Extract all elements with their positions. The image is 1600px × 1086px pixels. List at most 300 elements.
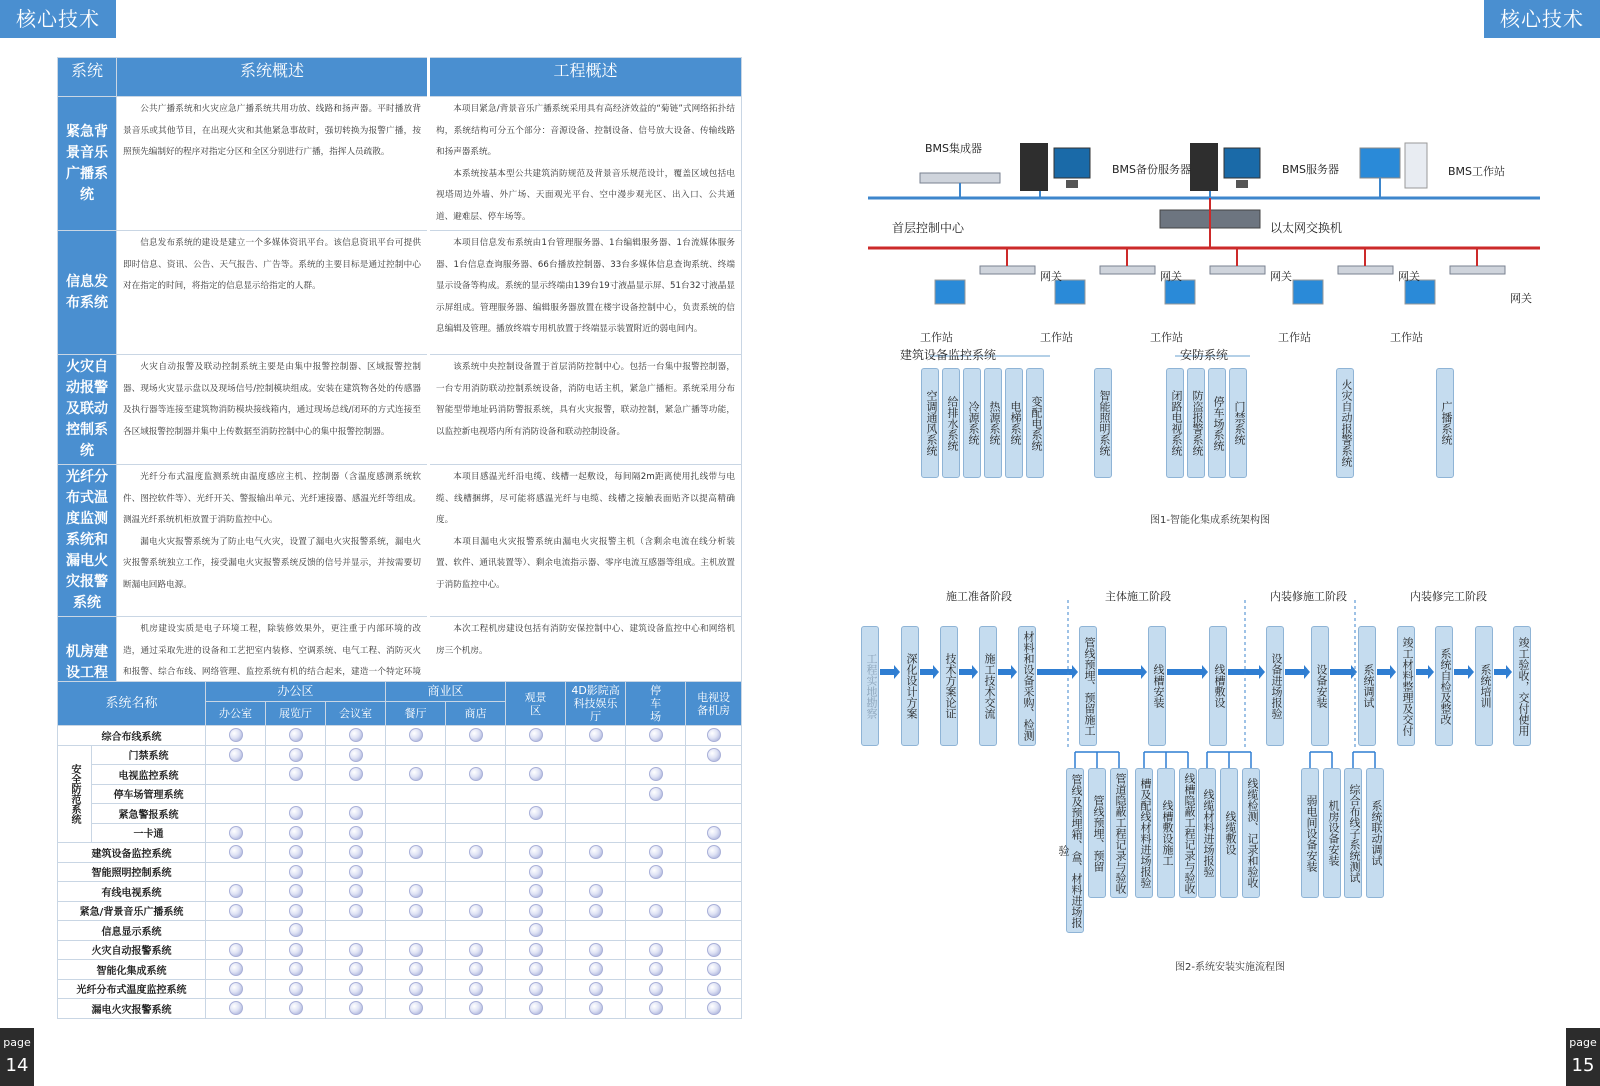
matrix-cell — [326, 745, 386, 765]
project-overview-cell — [429, 465, 742, 617]
coverage-dot-icon — [349, 865, 363, 879]
coverage-dot-icon — [289, 982, 303, 996]
matrix-cell — [626, 745, 686, 765]
coverage-dot-icon — [229, 943, 243, 957]
overview-paragraph: 光纤分布式温度监测系统由温度感应主机、控制器（含温度感测系统软件、图控软件等）、光纤开关、警报输出单元、光纤速接器、感温光纤等组成。测温光纤系统机柜放置于消防监控中心。 — [123, 472, 421, 525]
flow-step-box: 系统调试 — [1358, 626, 1376, 746]
gateway-label: 网关 — [1398, 270, 1420, 283]
matrix-cell — [686, 901, 742, 921]
coverage-dot-icon — [349, 904, 363, 918]
overview-paragraph: 火灾自动报警及联动控制系统主要是由集中报警控制器、区域报警控制器、现场火灾显示盘以及现场信号/控制模块组成。安装在建筑物各处的传感器及执行器等连接至建筑物消防模块接线箱内，通过现场总线/闭环的方式连接至各区域报警控制器并集中上传数据至消防控制中心的集中报警控制器。 — [123, 362, 421, 437]
flow-substep-box: 管线及预埋箱、盒、材料进场报验 — [1066, 768, 1084, 933]
flow-arrow-icon — [1494, 665, 1512, 679]
matrix-system-name: 有线电视系统 — [58, 882, 206, 902]
coverage-dot-icon — [289, 962, 303, 976]
matrix-cell — [566, 999, 626, 1019]
overview-paragraph: 本项目感温光纤沿电缆、线槽一起敷设，每间隔2m距离使用扎线带与电缆、线槽捆绑，尽可能将感温光纤与电缆、线槽之接触表面贴齐以提高精确度。 — [436, 472, 735, 525]
matrix-system-name: 门禁系统 — [92, 745, 206, 765]
matrix-row — [58, 921, 742, 941]
matrix-cell — [626, 979, 686, 999]
coverage-dot-icon — [529, 767, 543, 781]
coverage-dot-icon — [529, 923, 543, 937]
coverage-dot-icon — [469, 982, 483, 996]
coverage-dot-icon — [349, 1001, 363, 1015]
overview-row — [58, 465, 742, 617]
workstation-icon — [1293, 280, 1323, 304]
matrix-row — [58, 862, 742, 882]
matrix-cell — [326, 843, 386, 863]
coverage-dot-icon — [289, 923, 303, 937]
coverage-dot-icon — [289, 884, 303, 898]
matrix-col-exhibition: 展览厅 — [266, 702, 326, 726]
matrix-cell — [686, 765, 742, 785]
coverage-dot-icon — [229, 1001, 243, 1015]
coverage-dot-icon — [589, 962, 603, 976]
flow-substep-box: 槽及配线材料进场报验 — [1135, 768, 1153, 898]
matrix-cell — [626, 960, 686, 980]
matrix-cell — [626, 726, 686, 746]
matrix-system-name: 一卡通 — [92, 823, 206, 843]
ethernet-switch-icon — [1160, 198, 1260, 248]
coverage-dot-icon — [589, 943, 603, 957]
coverage-dot-icon — [229, 884, 243, 898]
flow-substep-box: 综合布线子系统测试 — [1344, 768, 1362, 898]
matrix-cell — [266, 862, 326, 882]
flow-phase-label: 内装修施工阶段 — [1270, 590, 1347, 603]
matrix-cell — [446, 921, 506, 941]
matrix-cell — [206, 823, 266, 843]
matrix-cell — [566, 726, 626, 746]
matrix-system-name: 智能化集成系统 — [58, 960, 206, 980]
flow-arrow-icon — [1416, 665, 1434, 679]
matrix-cell — [446, 979, 506, 999]
coverage-dot-icon — [707, 826, 721, 840]
subsystem-box: 火灾自动报警系统 — [1336, 368, 1354, 478]
coverage-dot-icon — [589, 845, 603, 859]
coverage-dot-icon — [529, 806, 543, 820]
matrix-cell — [326, 979, 386, 999]
matrix-cell — [386, 960, 446, 980]
matrix-system-name: 紧急警报系统 — [92, 804, 206, 824]
coverage-dot-icon — [289, 943, 303, 957]
coverage-dot-icon — [469, 767, 483, 781]
matrix-system-name: 电视监控系统 — [92, 765, 206, 785]
matrix-cell — [386, 979, 446, 999]
matrix-cell — [446, 726, 506, 746]
matrix-cell — [206, 804, 266, 824]
subsystem-box: 热源系统 — [984, 368, 1002, 478]
system-name-cell: 机房建设工程 — [58, 617, 117, 709]
matrix-cell — [446, 940, 506, 960]
coverage-dot-icon — [289, 1001, 303, 1015]
matrix-cell — [326, 862, 386, 882]
coverage-dot-icon — [469, 845, 483, 859]
system-overview-cell — [117, 97, 429, 231]
matrix-row — [58, 726, 742, 746]
coverage-dot-icon — [707, 943, 721, 957]
matrix-cell — [506, 901, 566, 921]
matrix-cell — [446, 843, 506, 863]
matrix-cell — [506, 960, 566, 980]
matrix-cell — [266, 823, 326, 843]
matrix-cell — [506, 882, 566, 902]
matrix-cell — [326, 823, 386, 843]
matrix-cell — [686, 843, 742, 863]
matrix-system-name: 综合布线系统 — [58, 726, 206, 746]
page-label: page — [3, 1036, 31, 1049]
flow-substep-box: 弱电间设备安装 — [1301, 768, 1319, 898]
flow-step-box: 设备进场报验 — [1266, 626, 1284, 746]
overview-row — [58, 355, 742, 465]
gateway-icon — [935, 248, 1035, 304]
matrix-cell — [326, 765, 386, 785]
coverage-dot-icon — [349, 962, 363, 976]
overview-table — [57, 57, 742, 709]
bms-workstation-icon — [1360, 143, 1427, 198]
system-name-cell: 信息发布系统 — [58, 231, 117, 355]
header-system: 系统 — [58, 58, 117, 97]
matrix-cell — [386, 999, 446, 1019]
flow-step-box: 系统培训 — [1475, 626, 1493, 746]
flow-arrow-icon — [1167, 665, 1208, 679]
matrix-system-name: 光纤分布式温度监控系统 — [58, 979, 206, 999]
matrix-cell — [266, 804, 326, 824]
matrix-cell — [446, 882, 506, 902]
coverage-dot-icon — [589, 1001, 603, 1015]
system-name-cell: 火灾自动报警及联动控制系统 — [58, 355, 117, 465]
matrix-row — [58, 784, 742, 804]
gateway-icon — [1055, 248, 1155, 304]
matrix-cell — [506, 804, 566, 824]
coverage-dot-icon — [469, 943, 483, 957]
coverage-dot-icon — [589, 982, 603, 996]
matrix-cell — [506, 979, 566, 999]
matrix-col-tv-room: 电视设备机房 — [686, 682, 742, 726]
matrix-group-commercial: 商业区 — [386, 682, 506, 702]
matrix-cell — [446, 745, 506, 765]
matrix-cell — [386, 921, 446, 941]
bas-group-label: 建筑设备监控系统 — [900, 348, 997, 362]
flow-phase-label: 施工准备阶段 — [946, 590, 1012, 603]
overview-row — [58, 231, 742, 355]
coverage-dot-icon — [289, 904, 303, 918]
matrix-cell — [326, 999, 386, 1019]
gateway-label: 网关 — [1160, 270, 1182, 283]
coverage-matrix — [57, 681, 742, 1019]
gateway-label: 网关 — [1270, 270, 1292, 283]
coverage-dot-icon — [409, 728, 423, 742]
coverage-dot-icon — [409, 982, 423, 996]
matrix-cell — [446, 999, 506, 1019]
coverage-dot-icon — [529, 982, 543, 996]
coverage-dot-icon — [349, 728, 363, 742]
bms-backup-server-icon — [1020, 143, 1090, 198]
matrix-cell — [686, 784, 742, 804]
gateway-icon — [1293, 248, 1393, 304]
matrix-row — [58, 804, 742, 824]
matrix-cell — [266, 979, 326, 999]
header-project-overview: 工程概述 — [429, 58, 742, 97]
figure1-caption: 图1-智能化集成系统架构图 — [1150, 515, 1270, 526]
coverage-dot-icon — [469, 962, 483, 976]
bms-workstation-label: BMS工作站 — [1448, 165, 1506, 178]
matrix-cell — [626, 901, 686, 921]
matrix-row — [58, 765, 742, 785]
coverage-dot-icon — [349, 884, 363, 898]
matrix-cell — [206, 921, 266, 941]
flow-substep-box: 线槽敷设施工 — [1157, 768, 1175, 898]
matrix-cell — [266, 882, 326, 902]
matrix-cell — [626, 843, 686, 863]
coverage-dot-icon — [349, 826, 363, 840]
matrix-cell — [686, 823, 742, 843]
matrix-cell — [626, 765, 686, 785]
matrix-cell — [326, 804, 386, 824]
flow-step-box: 设备安装 — [1311, 626, 1329, 746]
matrix-cell — [266, 784, 326, 804]
matrix-col-restaurant: 餐厅 — [386, 702, 446, 726]
coverage-dot-icon — [649, 904, 663, 918]
matrix-cell — [206, 999, 266, 1019]
flow-phase-label: 内装修完工阶段 — [1410, 590, 1487, 603]
matrix-cell — [266, 999, 326, 1019]
coverage-dot-icon — [529, 728, 543, 742]
page-number-left — [0, 1028, 34, 1086]
subsystem-box: 空调通风系统 — [921, 368, 939, 478]
matrix-cell — [506, 726, 566, 746]
coverage-dot-icon — [409, 904, 423, 918]
subsystem-box: 闭路电视系统 — [1166, 368, 1184, 478]
matrix-cell — [266, 745, 326, 765]
coverage-dot-icon — [589, 904, 603, 918]
matrix-cell — [386, 726, 446, 746]
matrix-cell — [386, 765, 446, 785]
matrix-cell — [266, 921, 326, 941]
system-name-cell: 光纤分布式温度监测系统和漏电火灾报警系统 — [58, 465, 117, 617]
system-overview-cell — [117, 355, 429, 465]
matrix-cell — [446, 784, 506, 804]
page-number-right — [1566, 1028, 1600, 1086]
figure2-caption: 图2-系统安装实施流程图 — [1175, 962, 1285, 973]
coverage-dot-icon — [529, 845, 543, 859]
flow-step-box: 竣工验收，交付使用 — [1513, 626, 1531, 746]
coverage-dot-icon — [707, 982, 721, 996]
matrix-cell — [446, 960, 506, 980]
flow-arrow-icon — [1285, 665, 1310, 679]
matrix-cell — [686, 862, 742, 882]
overview-paragraph: 本项目信息发布系统由1台管理服务器、1台编辑服务器、1台流媒体服务器、1台信息查询服务器、66台播放控制器、33台多媒体信息查询系统、终端显示设备等构成。系统的显示终端由139台19寸液晶显示屏、51台32寸液晶显示屏组成。管理服务器、编辑服务器放置在楼宇设备控制中心，负责系统的信息编辑及管理。播放终端专用机放置于终端显示装置附近的弱电间内。 — [436, 238, 735, 334]
matrix-cell — [686, 940, 742, 960]
matrix-cell — [326, 940, 386, 960]
overview-paragraph: 该系统中央控制设备置于首层消防控制中心。包括一台集中报警控制器，一台专用消防联动控制系统设备，消防电话主机，紧急广播柜。系统采用分布智能型带地址码消防警报系统，具有火灾报警，联动控制，紧急广播等功能，以监控新电视塔内所有消防设备和联动控制设备。 — [436, 362, 735, 437]
overview-paragraph: 本项目紧急/背景音乐广播系统采用具有高经济效益的“菊链”式网络拓扑结构，系统结构可分五个部分：音源设备、控制设备、信号放大设备、传输线路和扬声器系统。 — [436, 104, 735, 157]
workstation-label: 工作站 — [1390, 331, 1423, 344]
flow-substep-box: 线槽隐蔽工程记录与验收 — [1179, 768, 1197, 898]
coverage-dot-icon — [349, 982, 363, 996]
flow-substep-box: 线缆敷设 — [1220, 768, 1238, 898]
coverage-dot-icon — [289, 767, 303, 781]
coverage-dot-icon — [707, 748, 721, 762]
matrix-cell — [626, 862, 686, 882]
matrix-cell — [266, 901, 326, 921]
matrix-cell — [566, 921, 626, 941]
flow-step-box: 材料和设备采购、检测 — [1018, 626, 1036, 746]
matrix-cell — [326, 882, 386, 902]
overview-paragraph: 漏电火灾报警系统为了防止电气火灾，设置了漏电火灾报警系统，漏电火灾报警系统独立工作，接受漏电火灾报警系统反馈的信号并显示，并按需要切断漏电回路电源。 — [123, 536, 421, 590]
coverage-dot-icon — [707, 962, 721, 976]
project-overview-cell — [429, 231, 742, 355]
matrix-cell — [446, 765, 506, 785]
matrix-cell — [266, 843, 326, 863]
flow-substep-box: 线缆材料进场报验 — [1198, 768, 1216, 898]
overview-paragraph: 本系统按基本型公共建筑消防规范及背景音乐规范设计，覆盖区域包括电视塔周边外墙、外广场、天面观光平台、空中漫步观光区、出入口、公共通道、避难层、停车场等。 — [436, 168, 735, 222]
flow-arrow-icon — [1037, 665, 1078, 679]
matrix-cell — [506, 999, 566, 1019]
workstation-label: 工作站 — [1150, 331, 1183, 344]
matrix-col-4d: 4D影院高科技娱乐厅 — [566, 682, 626, 726]
subsystem-box: 广播系统 — [1436, 368, 1454, 478]
subsystem-box: 智能照明系统 — [1094, 368, 1112, 478]
matrix-col-observation: 观景区 — [506, 682, 566, 726]
coverage-dot-icon — [649, 728, 663, 742]
overview-paragraph: 信息发布系统的建设是建立一个多媒体资讯平台。该信息资讯平台可提供即时信息、资讯、公告、天气报告、广告等。系统的主要目标是通过控制中心对在指定的时间，将指定的信息显示给指定的人群。 — [123, 238, 421, 291]
coverage-dot-icon — [649, 865, 663, 879]
matrix-col-parking: 停车场 — [626, 682, 686, 726]
matrix-cell — [566, 765, 626, 785]
matrix-cell — [206, 784, 266, 804]
matrix-cell — [326, 726, 386, 746]
matrix-group-office: 办公区 — [206, 682, 386, 702]
flow-arrow-icon — [1454, 665, 1474, 679]
matrix-cell — [326, 784, 386, 804]
matrix-cell — [566, 804, 626, 824]
matrix-cell — [566, 862, 626, 882]
matrix-row — [58, 999, 742, 1019]
matrix-system-name: 智能照明控制系统 — [58, 862, 206, 882]
matrix-cell — [566, 901, 626, 921]
matrix-cell — [506, 921, 566, 941]
coverage-dot-icon — [529, 962, 543, 976]
flow-step-box: 竣工材料整理及交付 — [1397, 626, 1415, 746]
subsystem-box: 冷源系统 — [963, 368, 981, 478]
coverage-dot-icon — [589, 728, 603, 742]
matrix-cell — [446, 901, 506, 921]
subsystem-box: 防盗报警系统 — [1187, 368, 1205, 478]
matrix-cell — [386, 784, 446, 804]
matrix-cell — [206, 843, 266, 863]
coverage-dot-icon — [649, 1001, 663, 1015]
coverage-dot-icon — [229, 826, 243, 840]
coverage-dot-icon — [409, 943, 423, 957]
coverage-dot-icon — [349, 806, 363, 820]
overview-paragraph: 本项目漏电火灾报警系统由漏电火灾报警主机（含剩余电流在线分析装置、软件、通讯装置等）、剩余电流指示器、零序电流互感器等组成。主机放置于消防监控中心。 — [436, 536, 735, 590]
flow-substep-box: 管线预埋、预留 — [1088, 768, 1106, 898]
matrix-cell — [686, 745, 742, 765]
switch-label: 以太网交换机 — [1270, 221, 1343, 235]
matrix-cell — [326, 901, 386, 921]
subsystem-box: 给排水系统 — [942, 368, 960, 478]
matrix-header-system: 系统名称 — [58, 682, 206, 726]
system-name-cell: 紧急背景音乐广播系统 — [58, 97, 117, 231]
matrix-cell — [386, 745, 446, 765]
subsystem-box: 变配电系统 — [1026, 368, 1044, 478]
matrix-system-name: 停车场管理系统 — [92, 784, 206, 804]
coverage-dot-icon — [289, 728, 303, 742]
matrix-row — [58, 882, 742, 902]
flow-arrow-icon — [998, 665, 1017, 679]
overview-paragraph: 公共广播系统和火灾应急广播系统共用功放、线路和扬声器。平时播放背景音乐或其他节目，在出现火灾和其他紧急事故时，强切转换为报警广播，按照预先编制好的程序对指定分区和全区分别进行广播，指挥人员疏散。 — [123, 104, 421, 157]
security-group-label: 安防系统 — [1180, 348, 1229, 362]
flow-arrow-icon — [880, 665, 900, 679]
flow-step-box: 技术方案论证 — [940, 626, 958, 746]
flow-step-box: 管线预埋、预留施工 — [1079, 626, 1097, 746]
flow-substep-box: 线缆检测、记录和验收 — [1242, 768, 1260, 898]
matrix-cell — [686, 960, 742, 980]
matrix-col-meeting: 会议室 — [326, 702, 386, 726]
coverage-dot-icon — [649, 787, 663, 801]
flow-substep-box: 系统联动调试 — [1366, 768, 1384, 898]
matrix-cell — [506, 940, 566, 960]
matrix-cell — [626, 940, 686, 960]
matrix-system-name: 漏电火灾报警系统 — [58, 999, 206, 1019]
matrix-row — [58, 745, 742, 765]
project-overview-cell — [429, 355, 742, 465]
matrix-row — [58, 979, 742, 999]
matrix-cell — [326, 921, 386, 941]
matrix-cell — [686, 979, 742, 999]
matrix-cell — [626, 823, 686, 843]
matrix-cell — [566, 784, 626, 804]
coverage-dot-icon — [649, 767, 663, 781]
matrix-cell — [266, 940, 326, 960]
page-label: page — [1569, 1036, 1597, 1049]
matrix-cell — [206, 882, 266, 902]
system-overview-cell — [117, 465, 429, 617]
flow-substep-box: 管道隐蔽工程记录与验收 — [1110, 768, 1128, 898]
coverage-dot-icon — [707, 728, 721, 742]
matrix-cell — [686, 882, 742, 902]
coverage-dot-icon — [529, 865, 543, 879]
coverage-dot-icon — [289, 748, 303, 762]
coverage-dot-icon — [349, 748, 363, 762]
flow-substep-box: 机房设备安装 — [1323, 768, 1341, 898]
matrix-row — [58, 960, 742, 980]
coverage-dot-icon — [529, 904, 543, 918]
header-system-overview: 系统概述 — [117, 58, 429, 97]
workstation-label: 工作站 — [1040, 331, 1073, 344]
matrix-cell — [386, 901, 446, 921]
matrix-cell — [626, 921, 686, 941]
matrix-cell — [626, 804, 686, 824]
bms-server-icon — [1190, 143, 1260, 198]
section-tag-left: 核心技术 — [0, 0, 116, 38]
matrix-cell — [686, 921, 742, 941]
gateway-label: 网关 — [1510, 292, 1532, 305]
coverage-dot-icon — [409, 767, 423, 781]
system-overview-cell — [117, 231, 429, 355]
matrix-cell — [506, 765, 566, 785]
coverage-dot-icon — [649, 962, 663, 976]
matrix-cell — [206, 862, 266, 882]
matrix-cell — [386, 843, 446, 863]
subsystem-box: 电梯系统 — [1005, 368, 1023, 478]
matrix-system-name: 火灾自动报警系统 — [58, 940, 206, 960]
flow-step-box: 施工技术交流 — [979, 626, 997, 746]
matrix-cell — [206, 979, 266, 999]
matrix-cell — [506, 784, 566, 804]
coverage-dot-icon — [409, 1001, 423, 1015]
matrix-system-name: 建筑设备监控系统 — [58, 843, 206, 863]
